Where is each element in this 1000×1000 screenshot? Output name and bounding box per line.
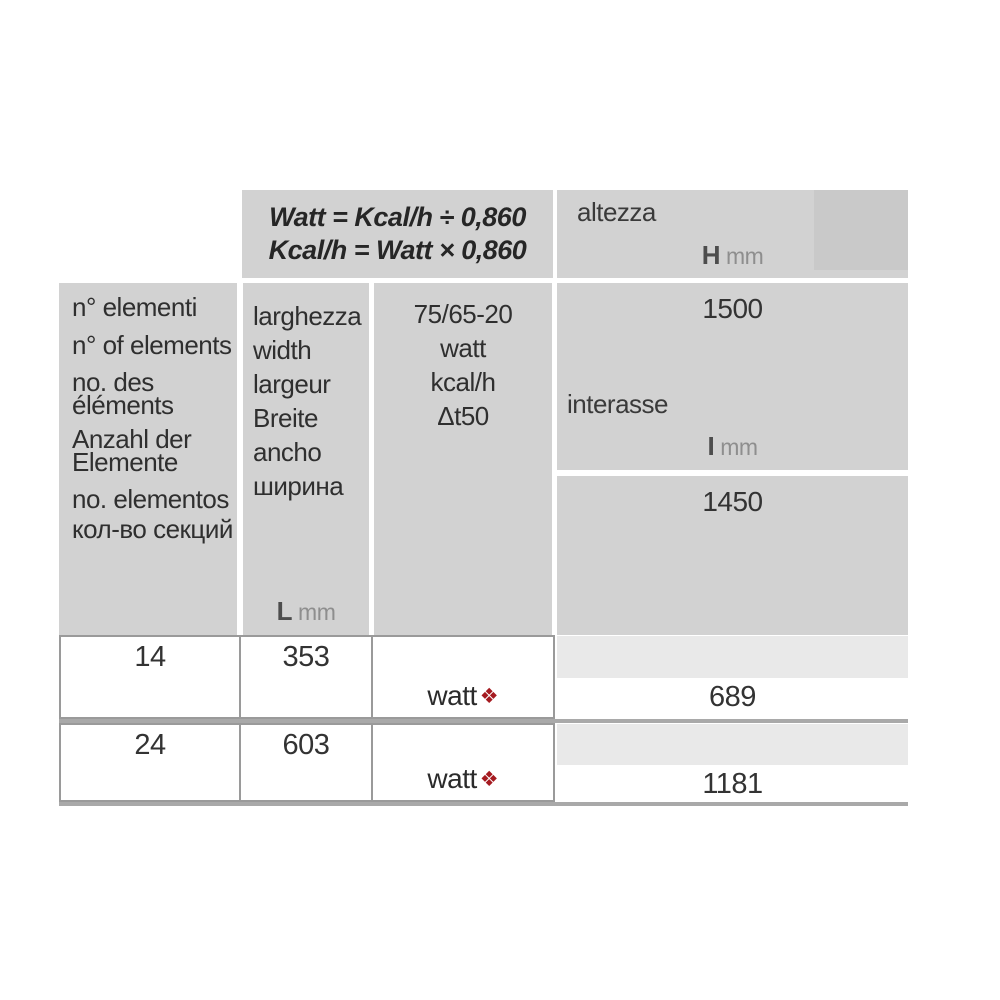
spacing-value: 1450 (702, 486, 763, 517)
height-header-cell (557, 190, 908, 278)
row2-watt-value: 1181 (702, 768, 763, 800)
spacing-value-cell (557, 476, 908, 635)
row2-grey-band (557, 724, 908, 765)
spacing-unit: mm (720, 434, 758, 460)
width-label-fr: largeur (253, 369, 331, 399)
formula-line-1: Watt = Kcal/h ÷ 0,860 (269, 202, 526, 232)
width-label-en: width (253, 335, 312, 365)
output-header-cell (374, 283, 552, 635)
height-value: 1500 (702, 293, 763, 324)
row1-width-value: 353 (282, 641, 330, 673)
height-value-cell (557, 283, 908, 470)
height-label: altezza (577, 197, 656, 227)
conversion-formula-cell (242, 190, 553, 278)
row1-watt-line (427, 680, 498, 712)
row1-elements-cell (59, 635, 241, 719)
width-label-de: Breite (253, 403, 318, 433)
row2-output-cell (371, 723, 555, 802)
elements-label-de-2: Elemente (72, 447, 178, 477)
formula-line-2: Kcal/h = Watt × 0,860 (268, 235, 527, 265)
height-symbol: H (701, 240, 720, 270)
width-symbol: L (276, 596, 293, 626)
elements-label-fr-1: no. des (72, 367, 154, 397)
output-unit-watt: watt (440, 333, 486, 363)
elements-label-fr-2: éléments (72, 390, 174, 420)
height-unit: mm (725, 243, 764, 269)
height-symbol-row (557, 240, 908, 271)
row1-watt-value: 689 (709, 681, 756, 713)
red-diamond-icon: ❖ (479, 768, 499, 791)
row1-grey-band (557, 636, 908, 678)
elements-label-de-1: Anzahl der (72, 424, 192, 454)
width-header-cell (243, 283, 369, 635)
elements-label-es: no. elementos (72, 484, 229, 514)
output-unit-kcal: kcal/h (430, 367, 496, 397)
elements-label-ru: кол-во секций (72, 514, 233, 544)
row1-width-cell (239, 635, 373, 719)
elements-label-it: n° elementi (72, 292, 197, 322)
width-label-it: larghezza (253, 301, 362, 331)
spacing-label: interasse (567, 389, 668, 419)
width-label-ru: ширина (253, 471, 344, 501)
elements-header-cell (59, 283, 237, 635)
row2-elements-cell (59, 723, 241, 802)
red-diamond-icon: ❖ (479, 685, 499, 708)
output-rating: 75/65-20 (413, 299, 513, 329)
row1-output-cell (371, 635, 555, 719)
row1-watt-label: watt (427, 680, 477, 711)
row2-width-value: 603 (282, 729, 330, 761)
row1-elements-value: 14 (134, 641, 166, 673)
table-bottom-rule (59, 802, 908, 806)
row2-watt-line (427, 763, 498, 795)
row2-watt-label: watt (427, 763, 477, 794)
spacing-symbol: I (707, 431, 715, 461)
width-symbol-row (243, 596, 369, 627)
elements-label-en: n° of elements (72, 330, 232, 360)
row2-elements-value: 24 (134, 729, 166, 761)
spacing-symbol-row (557, 431, 908, 462)
width-label-es: ancho (253, 437, 322, 467)
width-unit: mm (298, 599, 336, 625)
output-delta-t: Δt50 (437, 401, 489, 431)
row2-width-cell (239, 723, 373, 802)
